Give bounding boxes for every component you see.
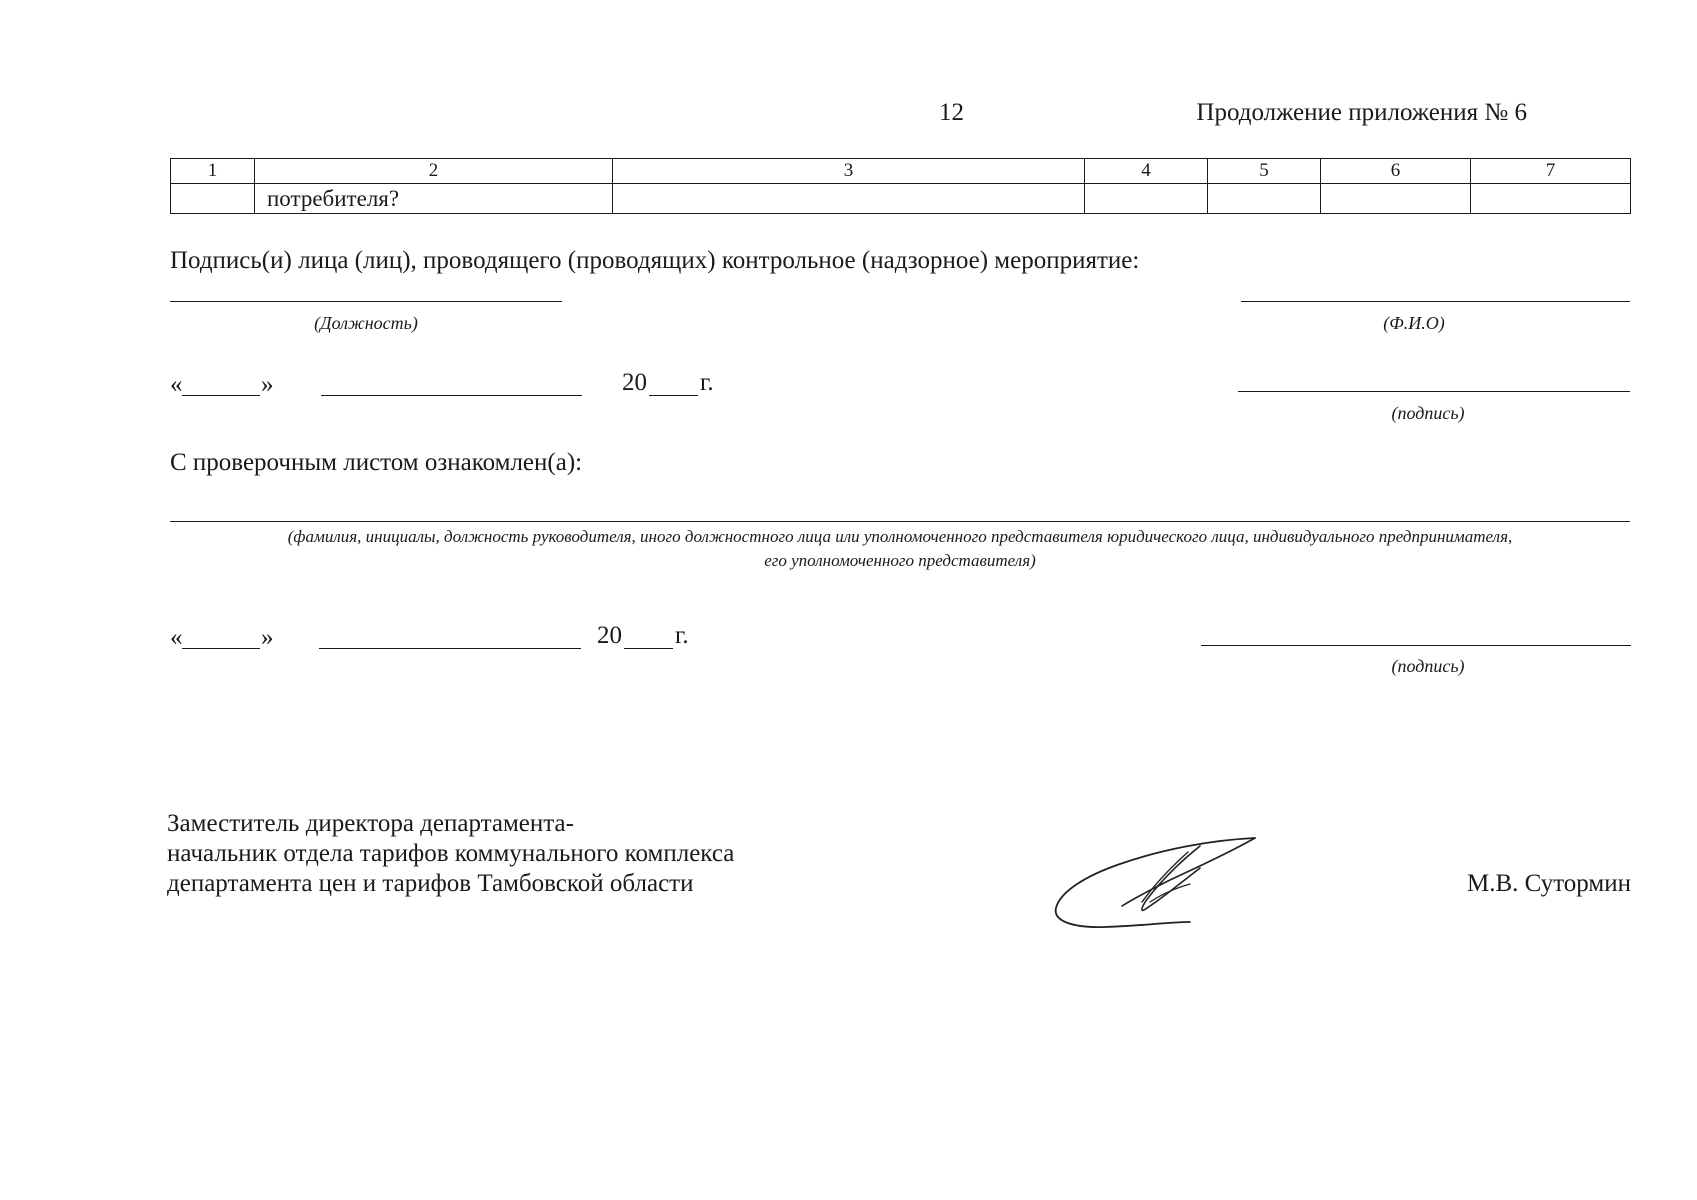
year-prefix: 20	[597, 622, 622, 649]
table-cell	[1471, 184, 1631, 214]
column-header: 4	[1085, 159, 1208, 184]
checklist-table-fragment	[170, 158, 1631, 214]
table-header-row	[171, 159, 1631, 184]
signatory-name: М.В. Сутормин	[1466, 870, 1631, 897]
official-title-line2: начальник отдела тарифов коммунального комплекса	[167, 840, 735, 867]
table-cell	[171, 184, 255, 214]
representative-caption-line2: его уполномоченного представителя)	[764, 551, 1036, 570]
representative-line	[170, 521, 1630, 522]
inspector-signature-heading: Подпись(и) лица (лиц), проводящего (проводящих) контрольное (надзорное) мероприятие:	[170, 247, 1140, 274]
month-blank-line	[319, 648, 581, 649]
column-header: 6	[1321, 159, 1471, 184]
table-cell	[1321, 184, 1471, 214]
day-quote-open: «	[170, 371, 183, 398]
official-title-line1: Заместитель директора департамента-	[167, 810, 574, 837]
fio-line	[1241, 301, 1630, 302]
acquaintance-signature-line	[1201, 645, 1631, 646]
month-blank-line	[321, 395, 582, 396]
table-row	[171, 184, 1631, 214]
day-quote-close: »	[261, 624, 274, 651]
official-title-line3: департамента цен и тарифов Тамбовской области	[167, 870, 694, 897]
page-number: 12	[939, 99, 964, 126]
year-suffix: г.	[675, 622, 689, 649]
inspector-signature-line	[1238, 391, 1630, 392]
position-caption: (Должность)	[314, 313, 418, 333]
day-quote-open: «	[170, 624, 183, 651]
day-blank-line	[182, 395, 260, 396]
handwritten-signature-image	[1050, 832, 1260, 932]
year-prefix: 20	[622, 369, 647, 396]
column-header: 1	[171, 159, 255, 184]
day-quote-close: »	[261, 371, 274, 398]
table-cell	[613, 184, 1085, 214]
representative-caption-line1: (фамилия, инициалы, должность руководителя, иного должностного лица или уполномоченного представителя юридического лица, индивидуального предпринимателя,	[287, 527, 1513, 546]
year-blank-line	[624, 648, 673, 649]
acquaintance-heading: С проверочным листом ознакомлен(а):	[170, 449, 583, 476]
table-cell	[1208, 184, 1321, 214]
column-header: 2	[255, 159, 613, 184]
year-blank-line	[649, 395, 698, 396]
position-line	[170, 301, 562, 302]
table-cell: потребителя?	[255, 184, 613, 214]
appendix-continuation-note: Продолжение приложения № 6	[1196, 99, 1527, 126]
day-blank-line	[182, 648, 260, 649]
column-header: 5	[1208, 159, 1321, 184]
column-header: 7	[1471, 159, 1631, 184]
year-suffix: г.	[700, 369, 714, 396]
signature-caption: (подпись)	[1391, 403, 1465, 423]
fio-caption: (Ф.И.О)	[1383, 313, 1445, 333]
column-header: 3	[613, 159, 1085, 184]
signature-caption: (подпись)	[1391, 656, 1465, 676]
table-cell	[1085, 184, 1208, 214]
